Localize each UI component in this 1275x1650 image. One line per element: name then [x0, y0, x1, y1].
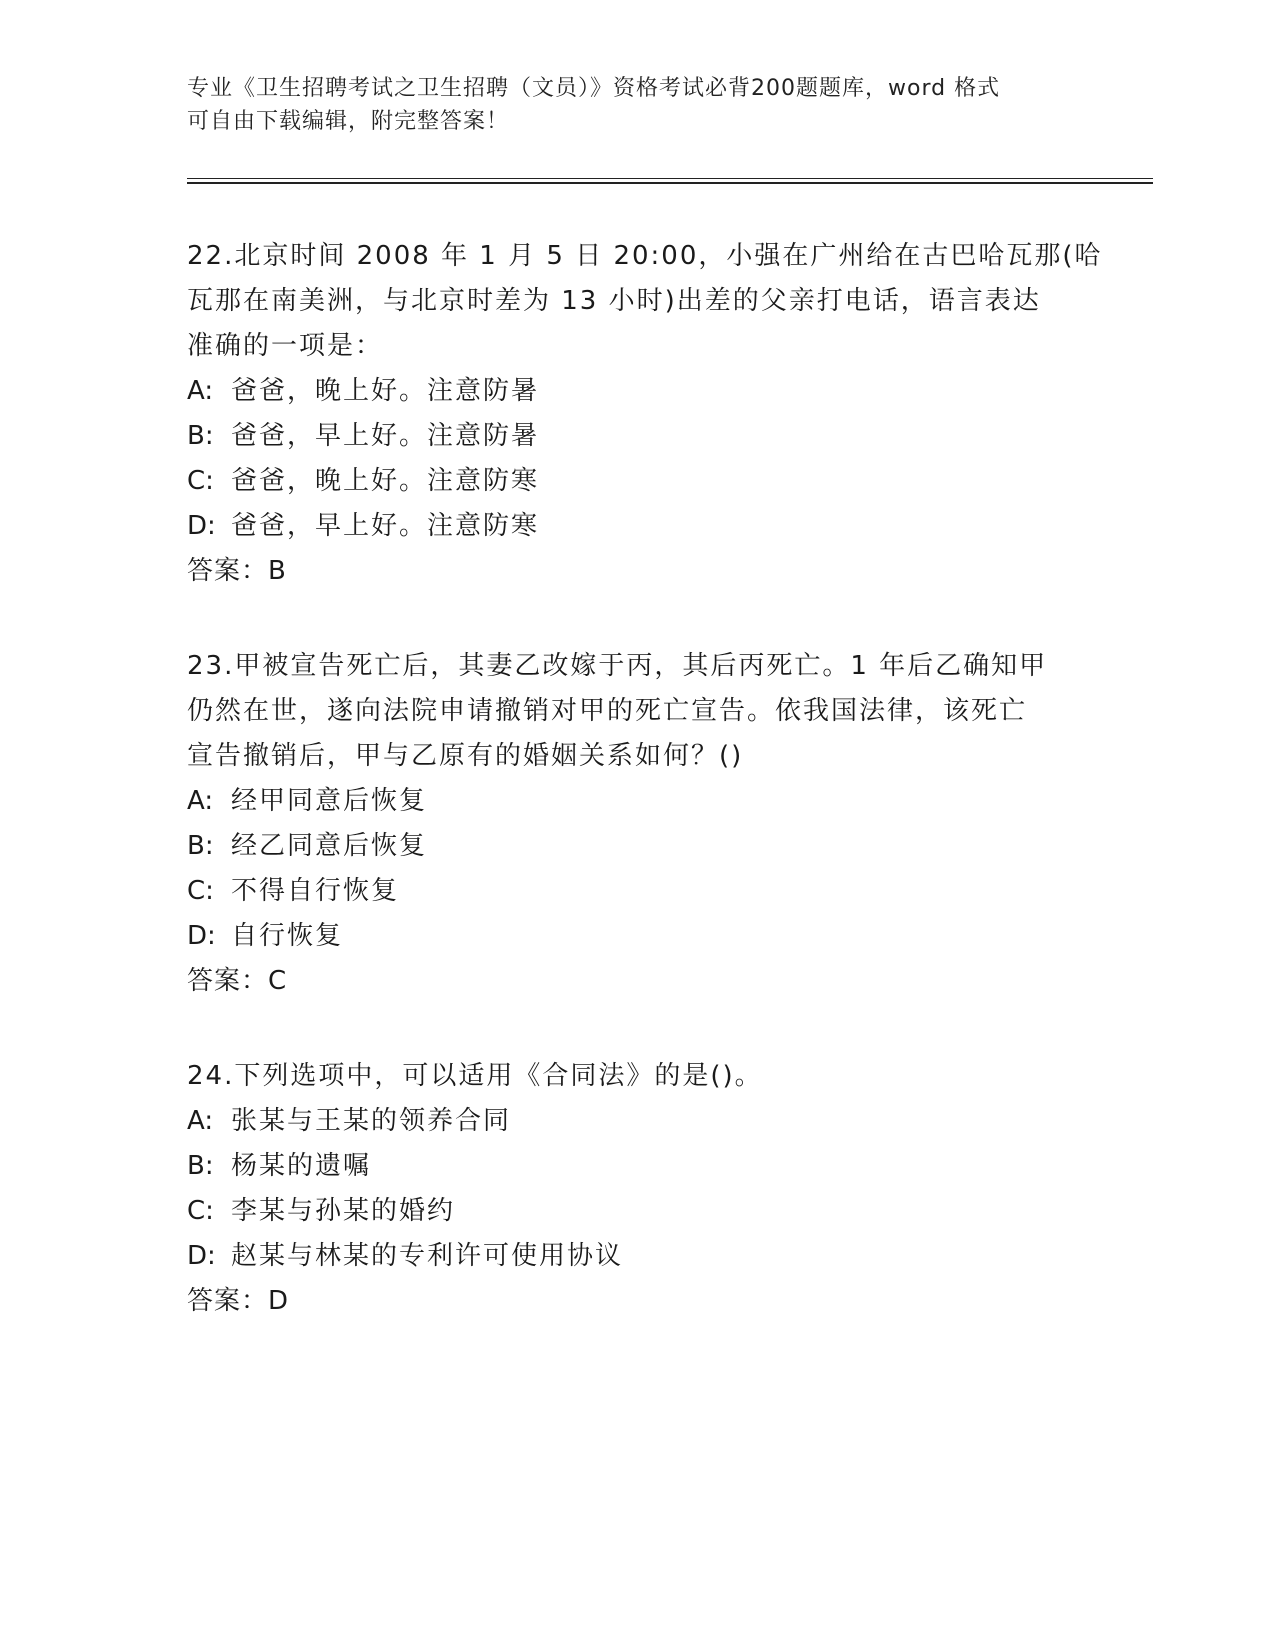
question-text-line: 22.北京时间 2008 年 1 月 5 日 20:00，小强在广州给在古巴哈瓦那(哈 — [187, 241, 1103, 271]
option-b — [187, 1144, 1067, 1189]
header-divider-thin — [187, 178, 1153, 179]
option-text: 自行恢复 — [231, 921, 344, 951]
option-a — [187, 1099, 1067, 1144]
answer-line: 答案：B — [187, 556, 287, 586]
question-text-line: 23.甲被宣告死亡后，其妻乙改嫁于丙，其后丙死亡。1 年后乙确知甲 — [187, 651, 1048, 681]
option-a — [187, 369, 1067, 414]
question-22 — [187, 234, 1103, 594]
option-letter: D: — [187, 1241, 216, 1271]
option-b — [187, 824, 1067, 869]
header-divider-thick — [187, 182, 1153, 184]
option-c — [187, 869, 1067, 914]
option-letter: A: — [187, 786, 214, 816]
question-text-line: 24.下列选项中，可以适用《合同法》的是()。 — [187, 1061, 763, 1091]
option-text: 张某与王某的领养合同 — [231, 1106, 512, 1136]
option-letter: D: — [187, 511, 216, 541]
option-letter: B: — [187, 421, 214, 451]
option-text: 不得自行恢复 — [231, 876, 400, 906]
question-text-line: 准确的一项是： — [187, 331, 384, 361]
option-letter: B: — [187, 1151, 214, 1181]
option-c — [187, 1189, 1067, 1234]
option-letter: D: — [187, 921, 216, 951]
question-text-line: 瓦那在南美洲，与北京时差为 13 小时)出差的父亲打电话，语言表达 — [187, 286, 1041, 316]
option-text: 爸爸，晚上好。注意防暑 — [231, 376, 540, 406]
question-text-line: 仍然在世，遂向法院申请撤销对甲的死亡宣告。依我国法律，该死亡 — [187, 696, 1028, 726]
option-letter: C: — [187, 466, 214, 496]
option-d — [187, 914, 1067, 959]
answer-line: 答案：D — [187, 1286, 290, 1316]
header-line-2: 可自由下载编辑，附完整答案！ — [187, 109, 510, 134]
document-header — [187, 72, 1067, 138]
option-letter: C: — [187, 1196, 214, 1226]
option-text: 爸爸，晚上好。注意防寒 — [231, 466, 540, 496]
answer-line: 答案：C — [187, 966, 288, 996]
question-text-line: 宣告撤销后，甲与乙原有的婚姻关系如何？() — [187, 741, 744, 771]
option-text: 赵某与林某的专利许可使用协议 — [231, 1241, 624, 1271]
option-letter: A: — [187, 1106, 214, 1136]
option-text: 爸爸，早上好。注意防暑 — [231, 421, 540, 451]
question-23 — [187, 644, 1067, 1004]
option-a — [187, 779, 1067, 824]
option-b — [187, 414, 1067, 459]
option-text: 杨某的遗嘱 — [231, 1151, 372, 1181]
question-24 — [187, 1054, 1067, 1324]
option-text: 爸爸，早上好。注意防寒 — [231, 511, 540, 541]
option-text: 经乙同意后恢复 — [231, 831, 428, 861]
option-letter: B: — [187, 831, 214, 861]
header-line-1: 专业《卫生招聘考试之卫生招聘（文员）》资格考试必背200题题库，word 格式 — [187, 76, 1001, 101]
option-d — [187, 504, 1067, 549]
option-letter: A: — [187, 376, 214, 406]
option-d — [187, 1234, 1067, 1279]
option-text: 李某与孙某的婚约 — [231, 1196, 456, 1226]
option-text: 经甲同意后恢复 — [231, 786, 428, 816]
option-letter: C: — [187, 876, 214, 906]
option-c — [187, 459, 1067, 504]
